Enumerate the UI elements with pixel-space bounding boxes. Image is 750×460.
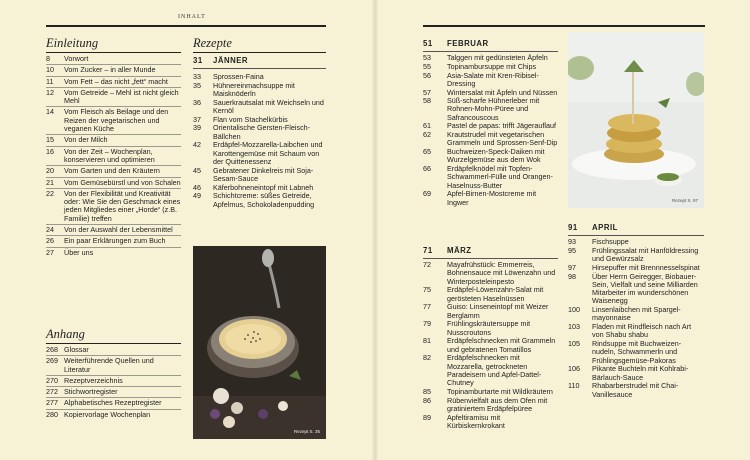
toc-entry[interactable] (193, 124, 326, 141)
toc-page-number: 79 (423, 319, 431, 329)
toc-entry-title: Topinambursuppe mit Chips (447, 61, 537, 71)
toc-page-number: 58 (423, 96, 431, 106)
toc-entry[interactable] (193, 82, 326, 99)
toc-page-number: 33 (193, 72, 201, 82)
toc-page-number: 93 (568, 237, 576, 247)
month-label: APRIL (592, 223, 618, 232)
toc-entry-title: Sprossen-Faina (213, 72, 264, 82)
toc-entry-title: Gebratener Dinkelreis mit Soja-Sesam-Sauce (213, 165, 314, 183)
toc-entry-title: Hirsepuffer mit Brennnesselspinat (592, 262, 700, 272)
toc-page-number: 49 (193, 191, 201, 201)
month-page: 91 (568, 223, 578, 232)
toc-page-number: 75 (423, 285, 431, 295)
toc-page-number: 37 (193, 114, 201, 124)
toc-entry-title: Erdäpfelschnecken mit Mozzarella, getrockneten Paradeisern und Apfel-Dattel-Chutney (447, 353, 542, 388)
toc-entry-title: Vom Fleisch als Beilage und den Reizen der vegetarischen und veganen Küche (64, 107, 169, 134)
month-april (568, 221, 704, 236)
toc-page-number: 45 (193, 165, 201, 175)
month-label: JÄNNER (213, 56, 249, 65)
toc-page-number: 98 (568, 271, 576, 281)
toc-page-number: 269 (46, 356, 58, 366)
toc-entry[interactable] (423, 165, 558, 190)
toc-page-number: 86 (423, 395, 431, 405)
toc-page-number: 53 (423, 53, 431, 63)
month-page: 71 (423, 246, 433, 255)
maerz-list (423, 244, 558, 430)
puffer-illustration (568, 32, 704, 208)
toc-page-number: 10 (46, 65, 54, 75)
toc-entry[interactable] (46, 65, 181, 76)
toc-entry[interactable] (46, 54, 181, 65)
toc-page-number: 106 (568, 364, 580, 374)
toc-entry[interactable] (423, 131, 558, 148)
photo-caption: Rezept S. 35 (293, 429, 320, 434)
toc-entry[interactable] (46, 398, 181, 409)
toc-entry-title: Rezeptverzeichnis (64, 375, 123, 385)
toc-page-number: 42 (193, 140, 201, 150)
photo-caption: Rezept S. 97 (671, 198, 698, 203)
toc-entry[interactable] (46, 135, 181, 146)
header-rule-left (46, 25, 326, 27)
toc-page-number: 27 (46, 247, 54, 257)
toc-entry-title: Über Herrn Geiregger, Biobauer-Sein, Vielfalt und seine Milliarden Mitarbeiter im wunderschönen Waisenegg (592, 271, 698, 306)
month-februar (423, 37, 558, 52)
toc-entry-title: Über uns (64, 247, 94, 257)
toc-entry-title: Vom Zucker – in aller Munde (64, 65, 156, 75)
toc-entry-title: Mayafrühstück: Emmerreis, Bohnensauce mit Löwenzahn und Winterposteleinpesto (447, 260, 556, 286)
toc-entry[interactable] (193, 99, 326, 116)
toc-page-number: 12 (46, 87, 54, 97)
toc-page-number: 61 (423, 121, 431, 131)
anhang-list (46, 345, 181, 420)
toc-page-number: 35 (193, 80, 201, 90)
photo-soup (193, 246, 326, 439)
toc-entry[interactable] (423, 354, 558, 388)
toc-page-number: 56 (423, 70, 431, 80)
toc-entry-title: Schichtcreme: süßes Getreide, Apfelmus, Schokoladenpudding (213, 191, 315, 209)
toc-page-number: 21 (46, 177, 54, 187)
toc-entry-title: Von der Milch (64, 135, 108, 145)
toc-entry-title: Fladen mit Rindfleisch nach Art von Shabu shabu (592, 322, 692, 340)
toc-page-number: 272 (46, 387, 58, 397)
toc-page-number: 57 (423, 87, 431, 97)
toc-page-number: 103 (568, 322, 580, 332)
soup-illustration (193, 246, 326, 439)
toc-entry-title: Vom Gemüsebürstl und von Schalen (64, 177, 181, 187)
toc-entry[interactable] (423, 148, 558, 165)
toc-entry[interactable] (423, 413, 558, 430)
toc-entry-title: Krautstrudel mit vegetarischen Grammeln und Sprossen-Senf-Dip (447, 130, 558, 148)
toc-page-number: 82 (423, 353, 431, 363)
toc-entry-title: Frühlingskräutersuppe mit Nusscroutons (447, 319, 531, 337)
toc-entry-title: Flan vom Stachelkürbis (213, 114, 288, 124)
toc-page-number: 39 (193, 123, 201, 133)
toc-page-number: 105 (568, 339, 580, 348)
toc-entry-title: Erdäpfel-Löwenzahn-Salat mit gerösteten Haselnüssen (447, 285, 544, 303)
april-list (568, 221, 704, 399)
toc-entry[interactable] (46, 345, 181, 356)
toc-page-number: 15 (46, 135, 54, 145)
toc-page-number: 11 (46, 76, 54, 86)
toc-page-number: 8 (46, 54, 50, 63)
toc-page-number: 277 (46, 398, 58, 408)
toc-entry-title: Glossar (64, 345, 89, 354)
toc-entry-title: Linsenlaibchen mit Spargel-mayonnaise (592, 305, 681, 323)
toc-page-number: 85 (423, 386, 431, 396)
toc-entry-title: Stichwortregister (64, 387, 118, 397)
toc-page-number: 22 (46, 188, 54, 198)
toc-entry[interactable] (46, 88, 181, 108)
toc-entry-title: Apfeltiramisu mit Kürbiskernkrokant (447, 412, 505, 430)
toc-entry[interactable] (46, 107, 181, 135)
toc-page-number: 46 (193, 182, 201, 192)
toc-entry[interactable] (423, 71, 558, 88)
toc-entry-title: Vorwort (64, 54, 89, 63)
toc-entry[interactable] (568, 247, 704, 264)
toc-page-number: 89 (423, 412, 431, 422)
toc-page-number: 268 (46, 345, 58, 354)
toc-entry-title: Von der Auswahl der Lebensmittel (64, 225, 173, 235)
toc-page-number: 36 (193, 97, 201, 107)
einleitung-list (46, 54, 181, 258)
toc-entry[interactable] (46, 248, 181, 258)
toc-entry-title: Erdäpfelknödel mit Topfen-Schwammerl-Fülle und Orangen-Haselnuss-Butter (447, 164, 553, 190)
toc-page-number: 77 (423, 302, 431, 312)
toc-entry-title: Süß-scharfe Hühnerleber mit Rohnen-Mohn-Püree und Safrancouscous (447, 96, 540, 122)
rezepte-rule (193, 52, 326, 53)
month-page: 51 (423, 39, 433, 48)
februar-list (423, 37, 558, 207)
toc-page-number: 270 (46, 375, 58, 385)
toc-entry[interactable] (46, 77, 181, 88)
toc-entry[interactable] (193, 141, 326, 166)
month-page: 31 (193, 56, 203, 65)
toc-entry[interactable] (46, 178, 181, 189)
toc-entry[interactable] (193, 167, 326, 184)
toc-entry[interactable] (423, 303, 558, 320)
toc-entry-title: Erdäpfelschnecken mit Grammeln und gebratenen Tomatillos (447, 336, 556, 354)
toc-entry-title: Rindsuppe mit Buchweizen-nudeln, Schwammerln und Frühlingsgemüse-Pakoras (592, 339, 682, 365)
toc-page-number: 26 (46, 236, 54, 246)
month-maerz (423, 244, 558, 259)
toc-entry[interactable] (568, 272, 704, 306)
toc-entry[interactable] (568, 264, 704, 273)
einleitung-title: Einleitung (46, 36, 99, 50)
toc-entry-title: Alphabetisches Rezeptregister (64, 398, 162, 408)
toc-entry[interactable] (423, 337, 558, 354)
toc-entry-title: Asia-Salate mit Kren-Ribisel-Dressing (447, 70, 539, 88)
toc-entry[interactable] (46, 189, 181, 225)
toc-page-number: 65 (423, 147, 431, 157)
toc-page-number: 97 (568, 262, 576, 272)
toc-page-number: 81 (423, 336, 431, 346)
page-title: INHALT (178, 14, 206, 20)
toc-entry-title: Rhabarberstrudel mit Chai-Vanillesauce (592, 381, 679, 399)
toc-entry[interactable] (568, 365, 704, 382)
toc-entry[interactable] (423, 286, 558, 303)
toc-entry[interactable] (46, 376, 181, 387)
toc-entry-title: Käferbohneneintopf mit Labneh (213, 182, 314, 192)
toc-entry-title: Vom Fett – das nicht „fett“ macht (64, 76, 168, 86)
book-gutter (372, 0, 378, 460)
toc-entry-title: Topinamburtarte mit Wildkräutern (447, 386, 553, 396)
toc-page-number: 20 (46, 166, 54, 176)
toc-entry[interactable] (46, 387, 181, 398)
toc-entry[interactable] (568, 382, 704, 399)
toc-entry[interactable] (423, 97, 558, 122)
toc-entry[interactable] (423, 320, 558, 337)
toc-page-number: 55 (423, 61, 431, 71)
toc-entry-title: Apfel-Birnen-Mostcreme mit Ingwer (447, 189, 537, 207)
toc-entry-title: Erdäpfel-Mozzarella-Laibchen und Karottengemüse mit Schaum von der Quittenessenz (213, 140, 323, 167)
toc-page-number: 66 (423, 164, 431, 174)
photo-puffer (568, 32, 704, 208)
toc-entry[interactable] (568, 340, 704, 365)
month-label: MÄRZ (447, 246, 472, 255)
toc-page-number: 14 (46, 107, 54, 117)
toc-entry-title: Von der Zeit – Wochenplan, konservieren und optimieren (64, 146, 155, 164)
toc-page-number: 110 (568, 381, 580, 391)
toc-entry[interactable] (423, 396, 558, 413)
toc-entry-title: Wintersalat mit Äpfeln und Nüssen (447, 87, 558, 97)
toc-entry[interactable] (423, 190, 558, 207)
month-label: FEBRUAR (447, 39, 489, 48)
toc-entry[interactable] (46, 147, 181, 167)
anhang-title: Anhang (46, 327, 85, 341)
toc-page-number: 280 (46, 409, 58, 419)
toc-entry[interactable] (46, 225, 181, 236)
toc-entry-title: Weiterführende Quellen und Literatur (64, 356, 154, 374)
toc-entry-title: Pikante Buchteln mit Kohlrabi-Bärlauch-Sauce (592, 364, 689, 382)
toc-page-number: 69 (423, 189, 431, 199)
month-jaenner (193, 54, 326, 69)
toc-entry-title: Pastel de papas: trifft Jägerauflauf (447, 121, 556, 131)
toc-entry-title: Von der Flexibilität und Kreativität oder: Wie Sie den Geschmack eines jeden Mitgliedes einer „Horde“ (z.B. Familie) treffen (64, 188, 181, 223)
toc-page-number: 16 (46, 146, 54, 156)
toc-page-number: 24 (46, 225, 54, 235)
toc-entry[interactable] (193, 192, 326, 209)
toc-entry[interactable] (423, 261, 558, 286)
toc-entry-title: Rübenvielfalt aus dem Ofen mit gratiniertem Erdäpfelpüree (447, 395, 548, 413)
toc-entry-title: Sauerkrautsalat mit Weichseln und Kernöl (213, 97, 324, 116)
toc-page-number: 62 (423, 130, 431, 140)
toc-entry-title: Kopiervorlage Wochenplan (64, 409, 151, 419)
toc-entry-title: Frühlingssalat mit Hanföldressing und Gewürzsalz (592, 245, 699, 264)
header-rule-right (423, 25, 705, 27)
toc-entry[interactable] (46, 236, 181, 247)
toc-entry[interactable] (568, 323, 704, 340)
toc-entry-title: Buchweizen-Speck-Daiken mit Wurzelgemüse aus dem Wok (447, 147, 545, 165)
rezepte-title: Rezepte (193, 36, 232, 50)
einleitung-rule (46, 52, 181, 53)
toc-page-number: 72 (423, 260, 431, 270)
toc-entry-title: Guiso: Linseneintopf mit Weizer Berglamm (447, 302, 549, 320)
toc-entry[interactable] (46, 356, 181, 376)
toc-entry[interactable] (568, 306, 704, 323)
toc-entry[interactable] (46, 166, 181, 177)
toc-entry-title: Vom Garten und den Kräutern (64, 166, 160, 176)
toc-entry-title: Orientalische Gersten-Fleisch-Bällchen (213, 123, 311, 141)
toc-entry[interactable] (46, 410, 181, 420)
toc-entry-title: Hühnereinmachsuppe mit Maisknöderln (213, 80, 295, 99)
rezepte-list (193, 54, 326, 209)
toc-page-number: 95 (568, 245, 576, 255)
toc-entry-title: Fischsuppe (592, 237, 629, 247)
toc-entry-title: Vom Getreide – Mehl ist nicht gleich Mehl (64, 87, 179, 106)
toc-entry-title: Talggen mit gedünsteten Äpfeln (447, 53, 548, 63)
anhang-rule (46, 343, 181, 344)
toc-page-number: 100 (568, 305, 580, 315)
toc-entry-title: Ein paar Erklärungen zum Buch (64, 236, 166, 246)
